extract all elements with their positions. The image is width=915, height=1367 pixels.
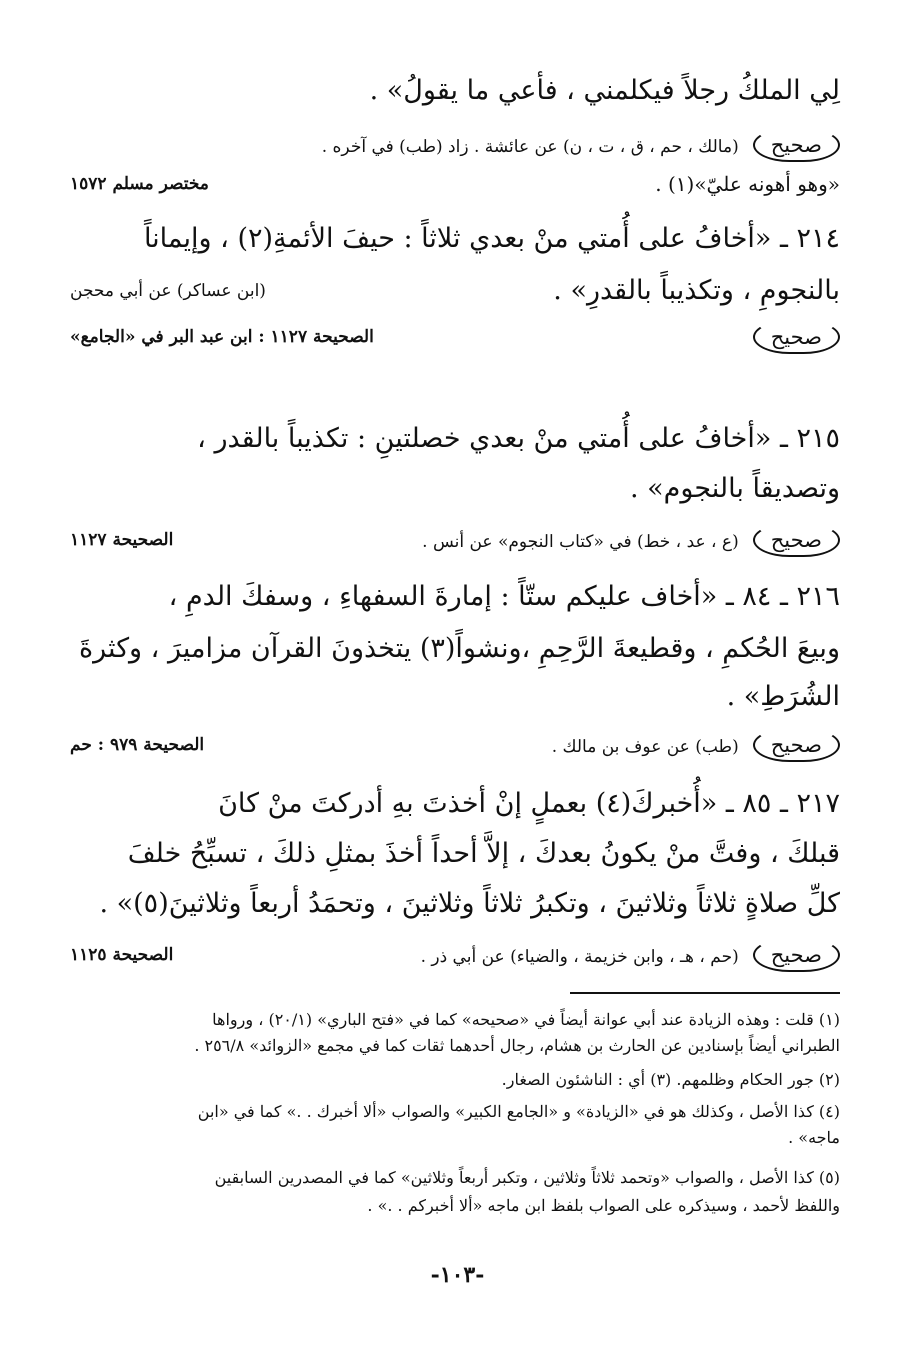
hadith-214-cont — [70, 272, 840, 310]
hadith-216-cont: الشُرَطِ» . — [726, 681, 840, 712]
source-row — [70, 938, 840, 972]
source-row — [70, 523, 840, 557]
footnote-3: (٣) أي : الناشئون الصغار. — [501, 1070, 672, 1089]
text-line: لِي الملكُ رجلاً فيكلمني ، فأعي ما يقولُ» . — [369, 75, 840, 106]
reference-text: الصحيحة ٩٧٩ : حم — [70, 735, 205, 755]
footnote-4: (٤) كذا الأصل ، وكذلك هو في «الزيادة» و «الجامع الكبير» والصواب «ألا أخبرك . .» كما في «ابن — [197, 1102, 840, 1121]
footnote-4-cont: ماجه» . — [788, 1128, 840, 1147]
footnote-1: (١) قلت : وهذه الزيادة عند أبي عوانة أيضاً في «صحيحه» كما في «فتح الباري» (٢٠/١) ، ورواها — [212, 1010, 840, 1029]
reference-row — [70, 320, 840, 354]
source-text: (طب) عن عوف بن مالك . — [551, 737, 739, 757]
source-text: (ابن عساكر) عن أبي محجن — [70, 281, 266, 301]
source-row — [70, 728, 840, 762]
footnote-row — [70, 1068, 840, 1092]
footnote-1-cont: الطبراني أيضاً بإسنادين عن الحارث بن هشام، رجال أحدهما ثقات كما في مجمع «الزوائد» ٢٥٦/٨ . — [194, 1036, 840, 1055]
reference-text: الصحيحة ١١٢٧ : ابن عبد البر في «الجامع» — [70, 327, 374, 347]
grade-badge: صحيح — [753, 938, 840, 972]
source-text: (ع ، عد ، خط) في «كتاب النجوم» عن أنس . — [422, 532, 739, 552]
hadith-217-cont: قبلكَ ، وفتَّ منْ يكونُ بعدكَ ، إلاَّ أحداً أخذَ بمثلِ ذلكَ ، تسبِّحُ خلفَ — [127, 838, 840, 869]
hadith-217-cont: كلِّ صلاةٍ ثلاثاً وثلاثينَ ، وتكبرُ ثلاثاً وثلاثينَ ، وتحمَدُ أربعاً وثلاثينَ(٥)» . — [99, 888, 840, 919]
reference-text: الصحيحة ١١٢٧ — [70, 530, 174, 550]
hadith-216: ٢١٦ ـ ٨٤ ـ «أخاف عليكم ستّاً : إمارةَ السفهاءِ ، وسفكَ الدمِ ، — [168, 581, 840, 612]
reference-text: مختصر مسلم ١٥٧٢ — [70, 174, 209, 194]
source-text: (مالك ، حم ، ق ، ت ، ن) عن عائشة . زاد (طب) في آخره . — [321, 137, 739, 157]
grade-badge: صحيح — [753, 320, 840, 354]
footnote-5: (٥) كذا الأصل ، والصواب «وتحمد ثلاثاً وثلاثين ، وتكبر أربعاً وثلاثين» كما في المصدرين السابقين — [214, 1168, 840, 1187]
hadith-215: ٢١٥ ـ «أخافُ على أُمتي منْ بعدي خصلتينِ : تكذيباً بالقدر ، — [197, 423, 840, 454]
footnote-2: (٢) جور الحكام وظلمهم. — [676, 1070, 840, 1089]
reference-row — [70, 170, 840, 198]
text-line: بالنجومِ ، وتكذيباً بالقدرِ» . — [553, 275, 840, 306]
reference-text: الصحيحة ١١٢٥ — [70, 945, 174, 965]
grade-badge: صحيح — [753, 523, 840, 557]
hadith-214: ٢١٤ ـ «أخافُ على أُمتي منْ بعدي ثلاثاً : حيفَ الأئمةِ(٢) ، وإيماناً — [143, 223, 840, 254]
text-line: «وهو أهونه عليّ»(١) . — [655, 172, 840, 196]
footnote-5-cont: واللفظ لأحمد ، وسيذكره على الصواب بلفظ ابن ماجه «ألا أخبركم . .» . — [367, 1196, 840, 1215]
grade-badge: صحيح — [753, 728, 840, 762]
grade-badge: صحيح — [753, 128, 840, 162]
hadith-217: ٢١٧ ـ ٨٥ ـ «أُخبركَ(٤) بعملٍ إنْ أخذتَ بهِ أدركتَ منْ كانَ — [218, 788, 840, 819]
footnote-divider — [570, 992, 840, 994]
hadith-216-cont: وبيعَ الحُكمِ ، وقطيعةَ الرَّحِمِ ،ونشواً(٣) يتخذونَ القرآن مزاميرَ ، وكثرةَ — [79, 633, 840, 664]
page-number: -١٠٣- — [430, 1262, 485, 1288]
source-row — [70, 128, 840, 162]
source-text: (حم ، هـ ، وابن خزيمة ، والضياء) عن أبي ذر . — [420, 947, 739, 967]
hadith-215-cont: وتصديقاً بالنجوم» . — [629, 473, 840, 504]
